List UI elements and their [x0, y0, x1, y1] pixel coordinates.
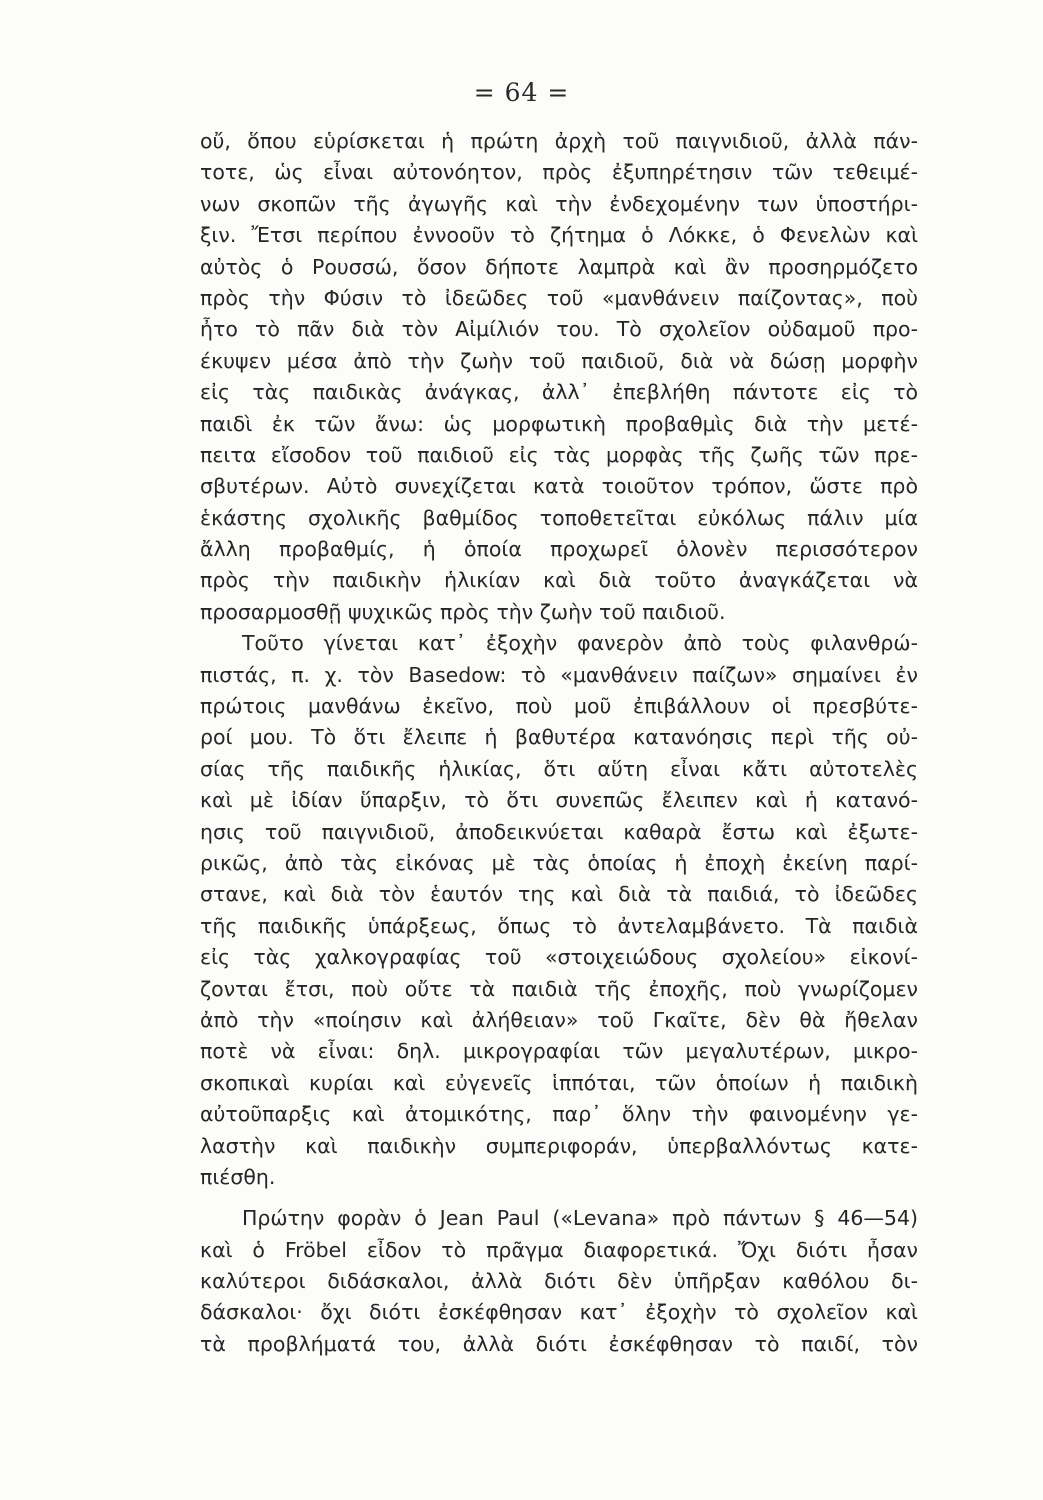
text-line: Πρώτην φορὰν ὁ Jean Paul («Levana» πρὸ πάντων § 46—54) [242, 1206, 918, 1231]
text-line: στανε, καὶ διὰ τὸν ἑαυτόν της καὶ διὰ τὰ παιδιά, τὸ ἰδεῶδες [200, 882, 918, 907]
text-line: προσαρμοσθῇ ψυχικῶς πρὸς τὴν ζωὴν τοῦ παιδιοῦ. [200, 599, 726, 624]
text-line: σίας τῆς παιδικῆς ἡλικίας, ὅτι αὕτη εἶναι κἄτι αὐτοτελὲς [200, 756, 918, 781]
text-line: ησις τοῦ παιγνιδιοῦ, ἀποδεικνύεται καθαρὰ ἔστω καὶ ἐξωτε- [200, 819, 918, 844]
text-line: ρικῶς, ἀπὸ τὰς εἰκόνας μὲ τὰς ὁποίας ἡ ἐποχὴ ἐκείνη παρί- [200, 850, 918, 875]
text-line: αὐτοῦπαρξις καὶ ἀτομικότης, παρ᾽ ὅλην τὴν φαινομένην γε- [200, 1102, 918, 1127]
text-line: εἰς τὰς χαλκογραφίας τοῦ «στοιχειώδους σχολείου» εἰκονί- [200, 945, 918, 970]
text-line: νων σκοπῶν τῆς ἀγωγῆς καὶ τὴν ἐνδεχομένην των ὑποστήρι- [200, 191, 918, 216]
text-line: καὶ ὁ Fröbel εἶδον τὸ πρᾶγμα διαφορετικά. Ὄχι διότι ἦσαν [200, 1237, 918, 1262]
text-line: ροί μου. Τὸ ὅτι ἔλειπε ἡ βαθυτέρα κατανόησις περὶ τῆς οὐ- [200, 725, 918, 750]
text-line: σκοπικαὶ κυρίαι καὶ εὐγενεῖς ἱππόται, τῶν ὁποίων ἡ παιδικὴ [200, 1070, 918, 1095]
text-line: λαστὴν καὶ παιδικὴν συμπεριφοράν, ὑπερβαλλόντως κατε- [200, 1133, 918, 1158]
text-line: εἰς τὰς παιδικὰς ἀνάγκας, ἀλλ᾽ ἐπεβλήθη πάντοτε εἰς τὸ [200, 380, 918, 405]
paragraph-2 [200, 628, 918, 1193]
text-line: πρώτοις μανθάνω ἐκεῖνο, ποὺ μοῦ ἐπιβάλλουν οἱ πρεσβύτε- [200, 694, 918, 719]
text-line: τοτε, ὡς εἶναι αὐτονόητον, πρὸς ἐξυπηρέτησιν τῶν τεθειμέ- [200, 160, 918, 185]
text-line: παιδὶ ἐκ τῶν ἄνω: ὡς μορφωτικὴ προβαθμὶς διὰ τὴν μετέ- [200, 411, 918, 436]
text-line: έκυψεν μέσα ἀπὸ τὴν ζωὴν τοῦ παιδιοῦ, διὰ νὰ δώσῃ μορφὴν [200, 348, 918, 373]
text-line: πρὸς τὴν παιδικὴν ἡλικίαν καὶ διὰ τοῦτο ἀναγκάζεται νὰ [200, 568, 918, 593]
page-number: = 64 = [473, 78, 570, 107]
text-line: δάσκαλοι· ὄχι διότι ἐσκέφθησαν κατ᾽ ἐξοχὴν τὸ σχολεῖον καὶ [200, 1300, 918, 1325]
text-line: ποτὲ νὰ εἶναι: δηλ. μικρογραφίαι τῶν μεγαλυτέρων, μικρο- [200, 1039, 918, 1064]
text-line: ἄλλη προβαθμίς, ἡ ὁποία προχωρεῖ ὁλονὲν περισσότερον [200, 537, 918, 562]
text-line: καὶ μὲ ἰδίαν ὕπαρξιν, τὸ ὅτι συνεπῶς ἔλειπεν καὶ ἡ κατανό- [200, 788, 918, 813]
text-line: πρὸς τὴν Φύσιν τὸ ἰδεῶδες τοῦ «μανθάνειν παίζοντας», ποὺ [200, 285, 918, 310]
text-line: τῆς παιδικῆς ὑπάρξεως, ὅπως τὸ ἀντελαμβάνετο. Τὰ παιδιὰ [200, 913, 918, 938]
paragraph-3 [200, 1203, 918, 1360]
text-line: πιστάς, π. χ. τὸν Basedow: τὸ «μανθάνειν παίζων» σημαίνει ἐν [200, 662, 918, 687]
text-line: οὔ, ὅπου εὑρίσκεται ἡ πρώτη ἀρχὴ τοῦ παιγνιδιοῦ, ἀλλὰ πάν- [200, 129, 918, 153]
text-line: ἀπὸ τὴν «ποίησιν καὶ ἀλήθειαν» τοῦ Γκαῖτε, δὲν θὰ ἤθελαν [200, 1007, 918, 1032]
text-line: αὐτὸς ὁ Ρουσσώ, ὅσον δήποτε λαμπρὰ καὶ ἂν προσηρμόζετο [200, 254, 918, 279]
text-line: καλύτεροι διδάσκαλοι, ἀλλὰ διότι δὲν ὑπῆρξαν καθόλου δι- [200, 1269, 918, 1294]
text-line: ἑκάστης σχολικῆς βαθμίδος τοποθετεῖται εὐκόλως πάλιν μία [200, 505, 918, 530]
text-line: Τοῦτο γίνεται κατ᾽ ἐξοχὴν φανερὸν ἀπὸ τοὺς φιλανθρώ- [242, 631, 918, 656]
text-line: ἦτο τὸ πᾶν διὰ τὸν Αἰμίλιόν του. Τὸ σχολεῖον οὐδαμοῦ προ- [200, 317, 918, 342]
text-line: σβυτέρων. Αὐτὸ συνεχίζεται κατὰ τοιοῦτον τρόπον, ὥστε πρὸ [200, 474, 918, 499]
paragraph-gap [200, 1193, 918, 1203]
text-line: τὰ προβλήματά του, ἀλλὰ διότι ἐσκέφθησαν τὸ παιδί, τὸν [200, 1331, 918, 1356]
text-line: ζονται ἔτσι, ποὺ οὔτε τὰ παιδιὰ τῆς ἐποχῆς, ποὺ γνωρίζομεν [200, 976, 918, 1001]
paragraph-1 [200, 126, 918, 628]
text-line: ξιν. Ἔτσι περίπου ἐννοοῦν τὸ ζήτημα ὁ Λόκκε, ὁ Φενελὼν καὶ [200, 223, 918, 248]
text-line: πιέσθη. [200, 1164, 276, 1189]
text-line: πειτα εἴσοδον τοῦ παιδιοῦ εἰς τὰς μορφὰς τῆς ζωῆς τῶν πρε- [200, 442, 918, 467]
body-text [200, 126, 918, 1360]
